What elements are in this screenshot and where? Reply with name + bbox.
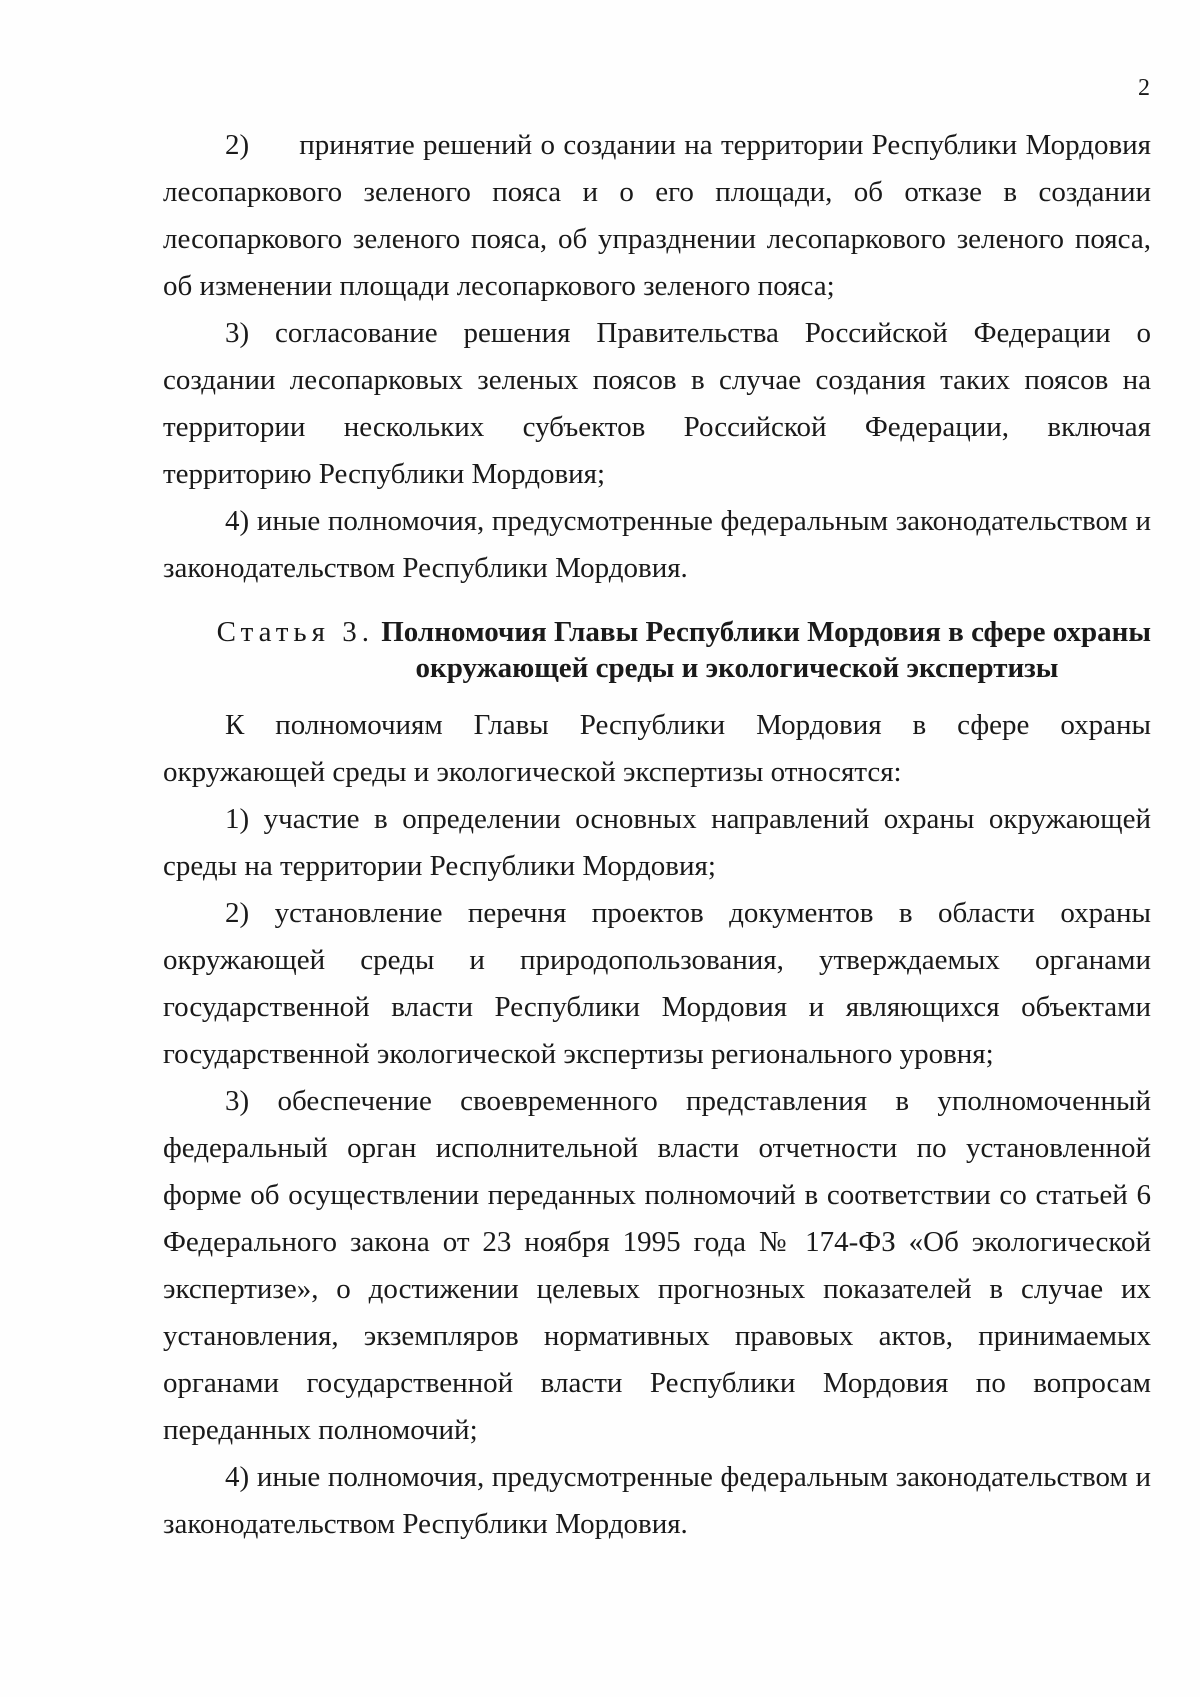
article-title-line-2: окружающей среды и экологической экспертизы [415, 652, 1059, 684]
article-3-item-3: 3) обеспечение своевременного представления в уполномоченный федеральный орган исполнительной власти отчетности по установленной форме об осуществлении переданных полномочий в соответствии со статьей 6 Федерального закона от 23 ноября 1995 года № 174-ФЗ «Об экологической экспертизе», о достижении целевых прогнозных показателей в случае их установления, экземпляров нормативных правовых актов, принимаемых органами государственной власти Республики Мордовия по вопросам переданных полномочий; [163, 1085, 1151, 1446]
paragraph-item-3: 3) согласование решения Правительства Российской Федерации о создании лесопарковых зеленых поясов в случае создания таких поясов на территории нескольких субъектов Российской Федерации, включая территорию Республики Мордовия; [163, 317, 1151, 490]
paragraph-item-4: 4) иные полномочия, предусмотренные федеральным законодательством и законодательством Республики Мордовия. [163, 505, 1151, 584]
article-3-intro: К полномочиям Главы Республики Мордовия в сфере охраны окружающей среды и экологической экспертизы относятся: [163, 709, 1151, 788]
article-3-item-4: 4) иные полномочия, предусмотренные федеральным законодательством и законодательством Республики Мордовия. [163, 1461, 1151, 1540]
document-body [163, 122, 1151, 1548]
article-3-body [163, 702, 1151, 1548]
paragraph-item-2: 2) принятие решений о создании на территории Республики Мордовия лесопаркового зеленого пояса и о его площади, об отказе в создании лесопаркового зеленого пояса, об упразднении лесопаркового зеленого пояса, об изменении площади лесопаркового зеленого пояса; [163, 129, 1151, 302]
article-label: Статья 3. [216, 616, 374, 648]
page-number: 2 [1138, 75, 1150, 101]
article-title-line-1: Полномочия Главы Республики Мордовия в сфере охраны [381, 616, 1151, 648]
article-3-item-1: 1) участие в определении основных направлений охраны окружающей среды на территории Республики Мордовия; [163, 803, 1151, 882]
article-3-heading [163, 614, 1151, 686]
article-3-item-2: 2) установление перечня проектов документов в области охраны окружающей среды и природопользования, утверждаемых органами государственной власти Республики Мордовия и являющихся объектами государственной экологической экспертизы регионального уровня; [163, 897, 1151, 1070]
article-2-continuation [163, 122, 1151, 592]
